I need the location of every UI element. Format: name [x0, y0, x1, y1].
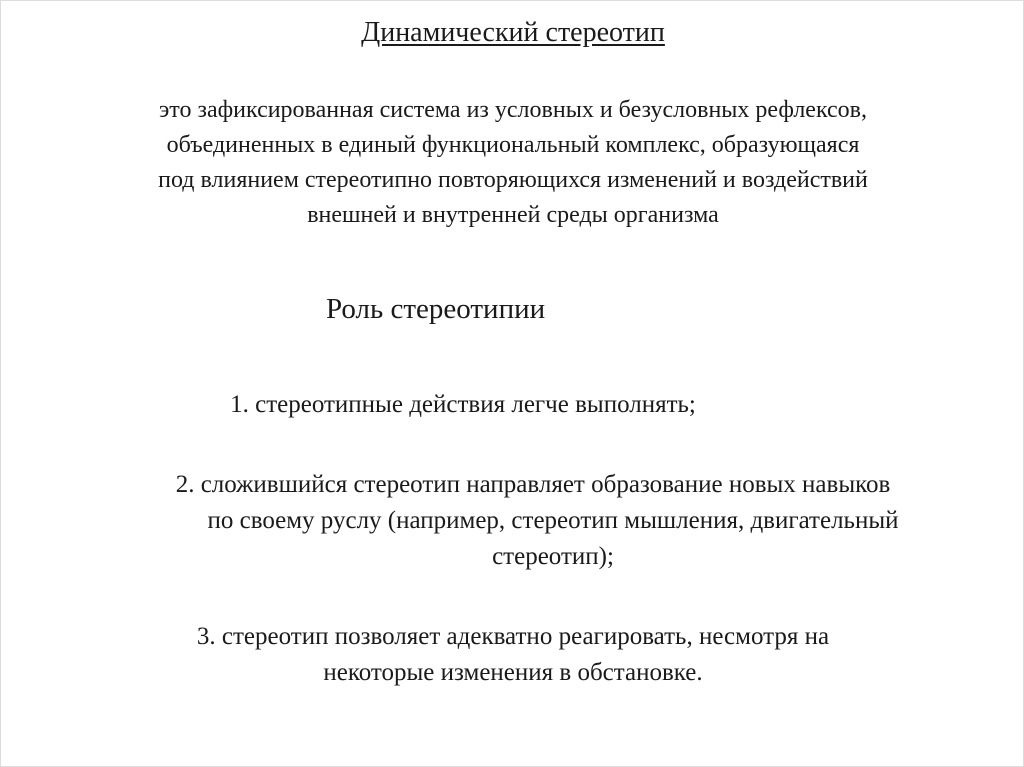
list-item	[41, 467, 1024, 575]
list-item-line: 2. сложившийся стереотип направляет образование новых навыков	[175, 471, 891, 498]
definition-text	[41, 93, 985, 233]
list-item-line: 1. стереотипные действия легче выполнять;	[230, 391, 696, 418]
list-item-line: по своему руслу (например, стереотип мышления, двигательный	[207, 507, 899, 534]
list-item	[141, 387, 785, 423]
list-item	[61, 619, 965, 691]
list-item-line: стереотип);	[492, 543, 614, 570]
section-subtitle: Роль стереотипии	[326, 293, 546, 325]
definition-line: под влиянием стереотипно повторяющихся изменений и воздействий	[158, 167, 868, 193]
list-item-line: 3. стереотип позволяет адекватно реагировать, несмотря на	[196, 623, 830, 650]
definition-line: внешней и внутренней среды организма	[307, 202, 719, 228]
definition-line: это зафиксированная система из условных и безусловных рефлексов,	[159, 97, 867, 123]
list-item-line: некоторые изменения в обстановке.	[323, 659, 703, 686]
slide-title: Динамический стереотип	[361, 17, 665, 48]
definition-line: объединенных в единый функциональный комплекс, образующаяся	[166, 132, 860, 158]
